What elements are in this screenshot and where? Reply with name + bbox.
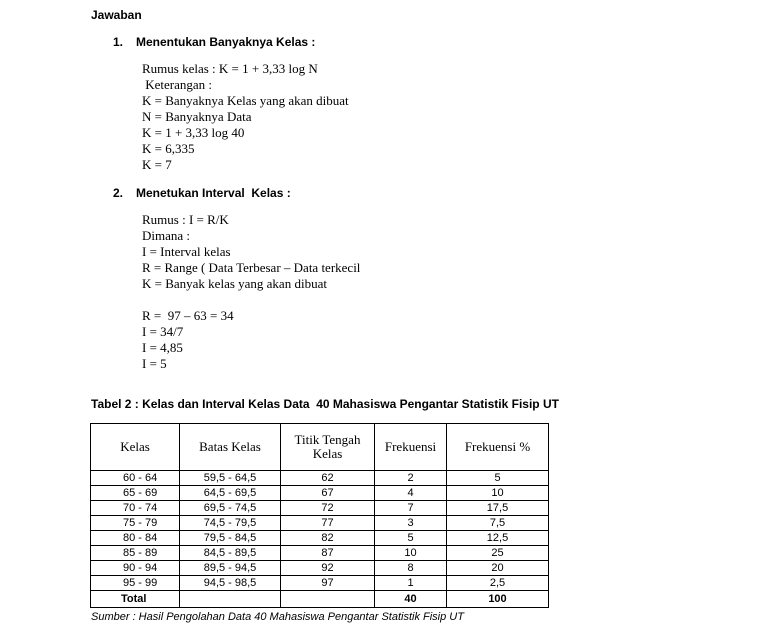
- table-row: [91, 501, 549, 516]
- section2-title: Menetukan Interval Kelas :: [136, 186, 291, 200]
- table-cell: 2,5: [447, 576, 549, 591]
- section2-line: K = Banyak kelas yang akan dibuat: [142, 276, 327, 291]
- table-cell: 67: [281, 486, 375, 501]
- total-frequency: 40: [375, 591, 447, 608]
- table-row: [91, 531, 549, 546]
- table-cell: 7: [375, 501, 447, 516]
- section2-line: Rumus : I = R/K: [142, 212, 229, 227]
- section2-line: R = 97 – 63 = 34: [142, 308, 234, 323]
- section2-number: 2.: [113, 186, 124, 200]
- frequency-table: [90, 423, 549, 608]
- table-cell: 62: [281, 471, 375, 486]
- table-cell: 94,5 - 98,5: [180, 576, 281, 591]
- column-header: Frekuensi: [375, 424, 447, 471]
- table-cell: 59,5 - 64,5: [180, 471, 281, 486]
- table-cell: 87: [281, 546, 375, 561]
- table-total-row: [91, 591, 549, 608]
- section1-line: K = 6,335: [142, 141, 195, 156]
- section1-line: K = 1 + 3,33 log 40: [142, 125, 245, 140]
- table-cell: 90 - 94: [91, 561, 180, 576]
- section2-line: I = 4,85: [142, 340, 183, 355]
- table-cell: 60 - 64: [91, 471, 180, 486]
- table-cell: 74,5 - 79,5: [180, 516, 281, 531]
- table-cell: 69,5 - 74,5: [180, 501, 281, 516]
- table-cell: 3: [375, 516, 447, 531]
- table-cell: 64,5 - 69,5: [180, 486, 281, 501]
- table-cell: 20: [447, 561, 549, 576]
- table-cell: 65 - 69: [91, 486, 180, 501]
- table-cell: 25: [447, 546, 549, 561]
- table-row: [91, 486, 549, 501]
- table-cell: 2: [375, 471, 447, 486]
- total-label: Total: [91, 591, 180, 608]
- table-row: [91, 471, 549, 486]
- table-row: [91, 546, 549, 561]
- section1-line: Rumus kelas : K = 1 + 3,33 log N: [142, 61, 318, 76]
- table-cell: [180, 591, 281, 608]
- section2-line: R = Range ( Data Terbesar – Data terkecil: [142, 260, 361, 275]
- table-cell: 84,5 - 89,5: [180, 546, 281, 561]
- table-cell: 92: [281, 561, 375, 576]
- table-cell: 97: [281, 576, 375, 591]
- table-cell: 85 - 89: [91, 546, 180, 561]
- table-cell: 17,5: [447, 501, 549, 516]
- table-row: [91, 516, 549, 531]
- table-cell: 95 - 99: [91, 576, 180, 591]
- table-cell: 72: [281, 501, 375, 516]
- section1-title: Menentukan Banyaknya Kelas :: [136, 35, 316, 49]
- table-header-row: [91, 424, 549, 471]
- column-header: Batas Kelas: [180, 424, 281, 471]
- section2-line: I = 5: [142, 356, 167, 371]
- table-row: [91, 561, 549, 576]
- section2-line: I = 34/7: [142, 324, 184, 339]
- column-header: Frekuensi %: [447, 424, 549, 471]
- table-caption: Tabel 2 : Kelas dan Interval Kelas Data 40 Mahasiswa Pengantar Statistik Fisip UT: [91, 397, 559, 411]
- table-cell: 70 - 74: [91, 501, 180, 516]
- table-cell: 7,5: [447, 516, 549, 531]
- table-cell: 75 - 79: [91, 516, 180, 531]
- section2-line: I = Interval kelas: [142, 244, 231, 259]
- page-heading: Jawaban: [91, 8, 142, 22]
- table-cell: 89,5 - 94,5: [180, 561, 281, 576]
- table-cell: 12,5: [447, 531, 549, 546]
- section1-line: N = Banyaknya Data: [142, 109, 252, 124]
- section1-line: K = Banyaknya Kelas yang akan dibuat: [142, 93, 349, 108]
- table-cell: 10: [447, 486, 549, 501]
- section1-line: Keterangan :: [142, 77, 213, 92]
- table-row: [91, 576, 549, 591]
- table-cell: 5: [375, 531, 447, 546]
- section2-line: Dimana :: [142, 228, 191, 243]
- table-cell: 5: [447, 471, 549, 486]
- section1-line: K = 7: [142, 157, 172, 172]
- section1-number: 1.: [113, 35, 124, 49]
- table-cell: 79,5 - 84,5: [180, 531, 281, 546]
- total-percentage: 100: [447, 591, 549, 608]
- table-cell: [281, 591, 375, 608]
- table-cell: 10: [375, 546, 447, 561]
- table-source-note: Sumber : Hasil Pengolahan Data 40 Mahasiswa Pengantar Statistik Fisip UT: [91, 611, 464, 623]
- table-cell: 77: [281, 516, 375, 531]
- column-header: Titik Tengah Kelas: [281, 424, 375, 471]
- table-cell: 82: [281, 531, 375, 546]
- table-cell: 1: [375, 576, 447, 591]
- table-cell: 80 - 84: [91, 531, 180, 546]
- column-header: Kelas: [91, 424, 180, 471]
- table-cell: 4: [375, 486, 447, 501]
- table-cell: 8: [375, 561, 447, 576]
